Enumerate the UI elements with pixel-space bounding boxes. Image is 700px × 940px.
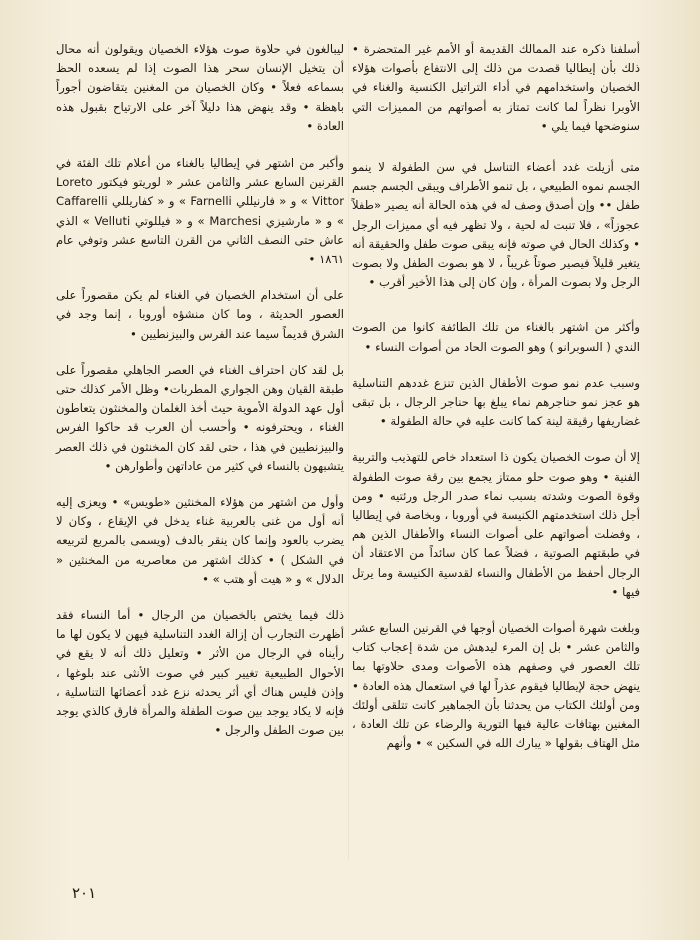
paragraph: إلا أن صوت الخصيان يكون ذا استعداد خاص للتهذيب والتربية الفنية • وهو صوت حلو ممتاز يجمع بين رقة صوت الطفولة وقوة الصوت وشدته بسبب نماء صدر الرجل ورئتيه • ومن أجل ذلك استخدمتهم الكنيسة في أوروبا ، وبخاصة في إيطاليا ، وفضلت أصواتهم على أصوات النساء والأطفال الذين هم في طبقتهم الصوتية ، فضلاً عما كان سائداً من الاعتقاد أن الرجال أحفظ من الأطفال والنساء لقدسية الكنيسة وما يرتل فيها • [352, 450, 640, 599]
left-column [56, 40, 344, 758]
column-gutter [348, 40, 349, 860]
paragraph: أسلفنا ذكره عند الممالك القديمة أو الأمم غير المتحضرة • ذلك بأن إيطاليا قصدت من ذلك إلى الانتفاع بأصوات هؤلاء الخصيان واستخدامهم في أداء التراتيل الكنسية والغناء في الأوبرا نظراً لما كانت تمتاز به أصواتهم من المميزات التي سنوضحها فيما يلي • [352, 42, 640, 133]
paragraph: على أن استخدام الخصيان في الغناء لم يكن مقصوراً على العصور الحديثة ، وما كان منشؤه أوروبا ، إنما وجد في الشرق قديماً سيما عند الفرس والبيزنطيين • [56, 288, 344, 341]
paragraph: وأكبر من اشتهر في إيطاليا بالغناء من أعلام تلك الفئة في القرنين السابع عشر والثامن عشر « لوريتو فيكتور Loreto Vittor » و « فارنيللي Farnelli » و « كفاريللي Caffarelli » و « مارشيزي Marchesi » و « فيللوتي Velluti » الذي عاش حتى النصف الثاني من القرن التاسع عشر وتوفي عام ١٨٦١ • [56, 156, 345, 267]
paragraph: بل لقد كان احتراف الغناء في العصر الجاهلي مقصوراً على طبقة القيان وهن الجواري المطربات• وظل الأمر كذلك حتى أول عهد الدولة الأموية حيث أخذ الغلمان والمخنثون يتعاطون الغناء ، ويحترفونه • وأحسب أن العرب قد حاكوا الفرس والبيزنطيين في هذا ، حتى لقد كان المخنثون في ذلك العصر يتشبهون بالنساء في كثير من عاداتهن وأطوارهن • [56, 362, 344, 473]
paragraph: وأول من اشتهر من هؤلاء المخنثين «طويس» • ويعزى إليه أنه أول من غنى بالعربية غناء يدخل في الإيقاع ، وكان لا يضرب بالعود وإنما كان ينقر بالدف (ويسمى بالمربع لتربيعه في الشكل ) • كذلك اشتهر من معاصريه من المخنثين « الدلال » و « هيت أو هتب » • [56, 495, 344, 586]
paragraph: ذلك فيما يختص بالخصيان من الرجال • أما النساء فقد أظهرت التجارب أن إزالة الغدد التناسلية فيهن لا يكون لها ما رأيناه في الرجال من الأثر • وتعليل ذلك أنه لا يقع في الأحوال الطبيعية تغيير كبير في صوت الأنثى عند بلوغها ، وإذن فليس هناك أي أثر يحدثه نزع غدد أعضائها التناسلية ، فإنه لا يكاد يوجد بين صوت الطفلة والمرأة فارق كالذي يوجد بين صوت الطفل والرجل • [56, 608, 344, 738]
page-number: ٢٠١ [72, 884, 97, 902]
paragraph: وأكثر من اشتهر بالغناء من تلك الطائفة كانوا من الصوت الندي ( السوبرانو ) وهو الصوت الحاد من أصوات النساء • [352, 320, 640, 354]
paragraph: متى أزيلت غدد أعضاء التناسل في سن الطفولة لا ينمو الجسم نموه الطبيعي ، بل تنمو الأطراف ويبقى الجسم جسم طفل •• وإن أصدق وصف له في هذه الحالة أنه يصير «طفلاً عجوزاً» ، فلا تنبت له لحية ، ولا تظهر فيه أي مميزات الرجل • وكذلك الحال في صوته فإنه يبقى صوت طفل والحقيقة أنه يتغير قليلاً فيصير صوتاً غريباً ، لا هو بصوت الطفل ولا بصوت الرجل ولا بصوت المرأة ، وإن كان إلى هذا الأخير أقرب • [352, 160, 640, 290]
paragraph: وبلغت شهرة أصوات الخصيان أوجها في القرنين السابع عشر والثامن عشر • بل إن المرء ليدهش من شدة إعجاب كتاب تلك العصور في وصفهم هذه الأصوات ومدى حلاوتها بما ينهض حجة لإيطاليا فيقوم عذراً لها في استعمال هذه العادة • ومن أولئك الكتاب من يحدثنا بأن الجماهير كانت تتلقى أولئك المغنين بهتافات عالية فيها التورية والرضاء عن تلك العادة ، مثل الهتاف بقولها « يبارك الله في السكين » • وأنهم [352, 621, 640, 751]
paragraph: ليبالغون في حلاوة صوت هؤلاء الخصيان ويقولون أنه محال أن يتخيل الإنسان سحر هذا الصوت إذا لم يسعده الحظ بسماعه فعلاً • وكان الخصيان من المغنين يتقاضون أجوراً باهظة • وقد ينهض هذا دليلاً آخر على الارتياح بقبول هذه العادة • [56, 42, 344, 133]
paragraph: وسبب عدم نمو صوت الأطفال الذين تنزع غددهم التناسلية هو عجز نمو حناجرهم نماء يبلغ بها حناجر الرجال ، بل تبقى غضاريفها رقيقة لينة كما كانت عليه في حالة الطفولة • [352, 375, 640, 429]
right-column [352, 40, 640, 771]
